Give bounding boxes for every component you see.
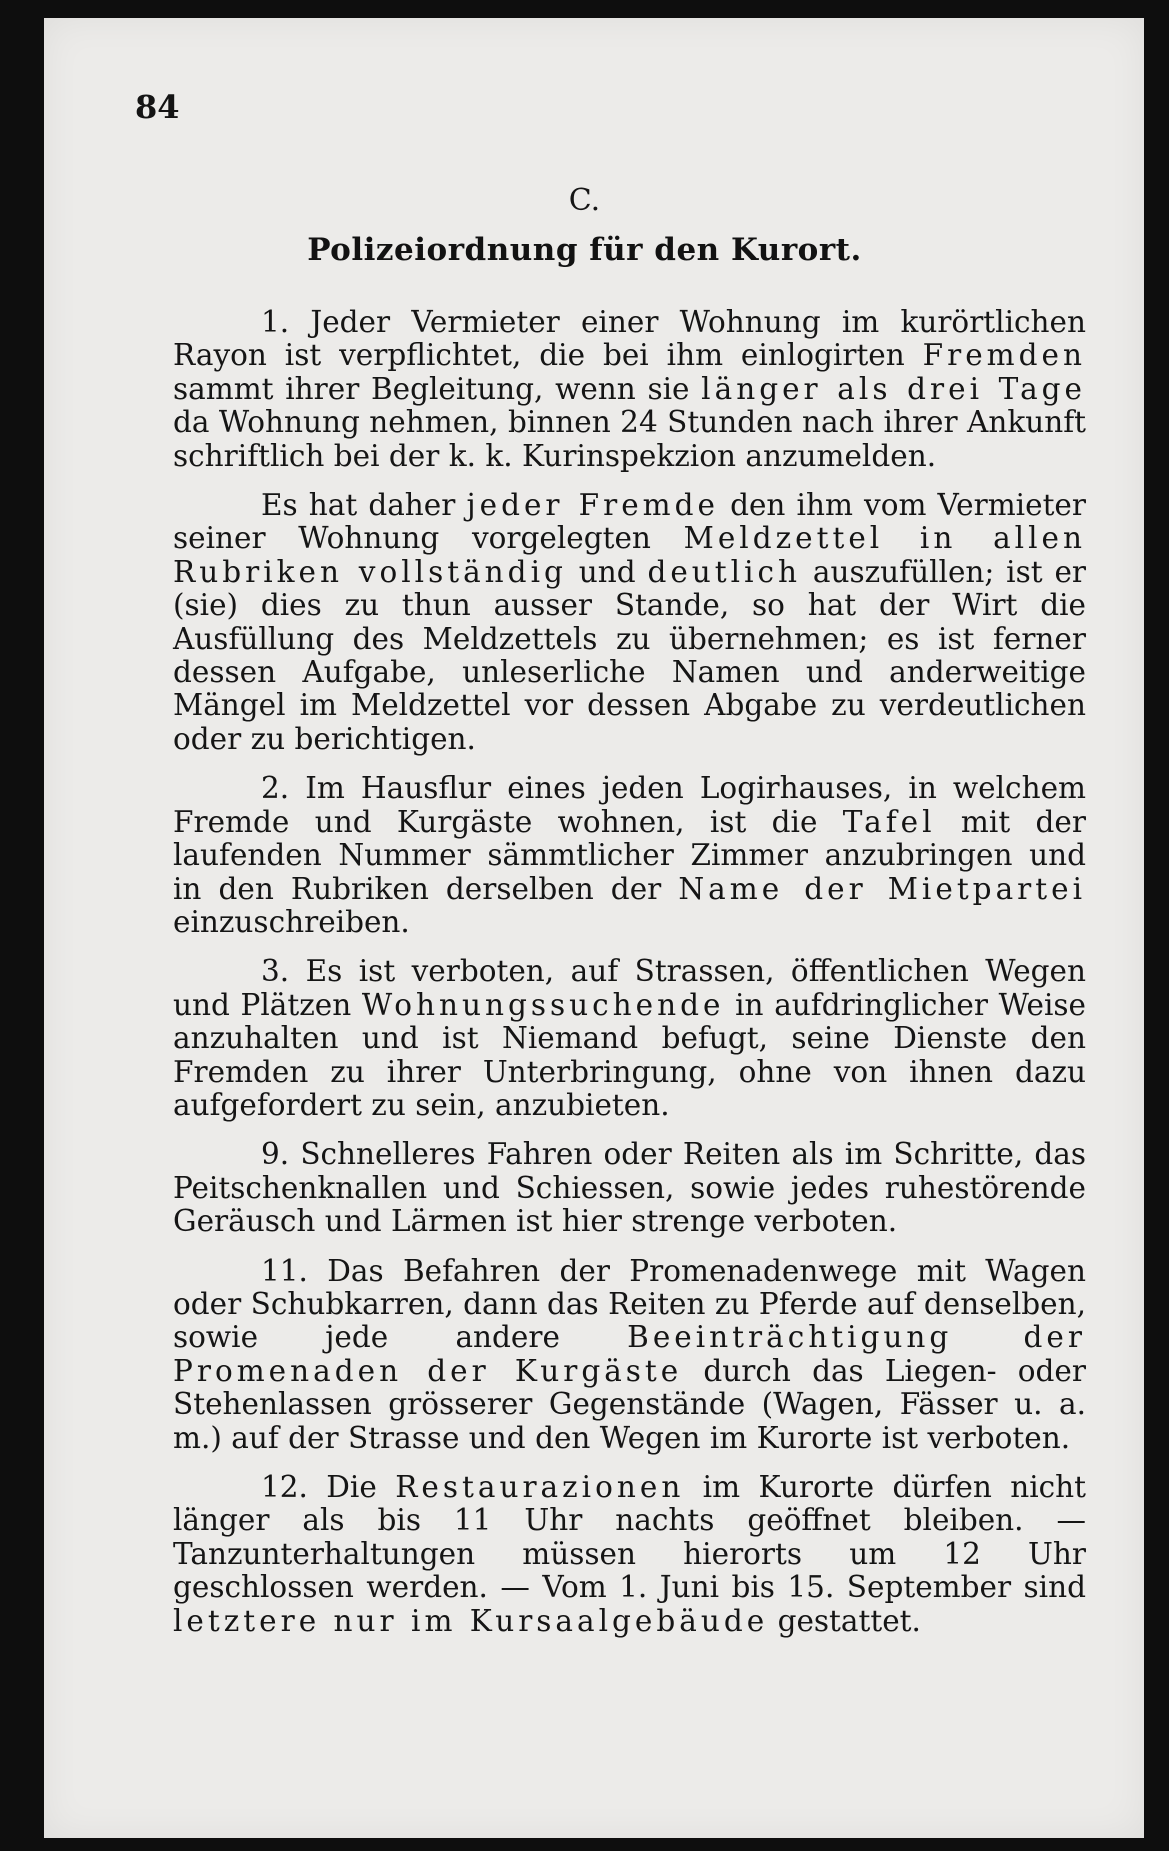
text-run: mit der laufenden Nummer sämmtlicher Zimmer anzubringen und in den Rubriken derselben der	[173, 804, 1086, 906]
emphasized-text: Beeinträchtigung der Promenaden der Kurgäste	[173, 1320, 1086, 1388]
emphasized-text: Restaurazionen	[395, 1470, 685, 1504]
text-run: sammt ihrer Begleitung, wenn sie	[173, 371, 702, 406]
text-run: 11. Das Befahren der Promenadenwege mit Wagen oder Schubkarren, dann das Reiten zu Pferde auf denselben, sowie jede andere	[173, 1253, 1086, 1355]
text-run: 3. Es ist verboten, auf Strassen, öffentlichen Wegen und Plätzen	[173, 954, 1086, 1022]
text-run: den ihm vom Vermieter seiner Wohnung vorgelegten	[173, 488, 1086, 556]
section-title: Polizeiordnung für den Kurort.	[307, 232, 862, 268]
section-letter: C.	[568, 183, 601, 218]
text-run: und	[566, 554, 648, 589]
text-run: 9. Schnelleres Fahren oder Reiten als im Schritte, das Peitschenknallen und Schiessen, sowie jedes ruhestörende Geräusch und Lärmen ist hier strenge verboten.	[173, 1137, 1086, 1239]
paragraph-2	[173, 772, 1086, 939]
emphasized-text: Meldzettel in allen Rubriken vollständig	[173, 521, 1086, 589]
emphasized-text: länger als drei Tage	[701, 371, 1086, 406]
text-run: 12. Die	[261, 1470, 396, 1504]
text-run: im Kurorte dürfen nicht länger als bis 11 Uhr nachts geöffnet bleiben. — Tanzunterhaltungen müssen hierorts um 12 Uhr geschlossen werden. — Vom 1. Juni bis 15. September sind	[173, 1470, 1086, 1605]
text-run: auszufüllen; ist er (sie) dies zu thun ausser Stande, so hat der Wirt die Ausfüllung des Meldzettels zu übernehmen; es ist ferner dessen Aufgabe, unleserliche Namen und anderweitige Mängel im Meldzettel vor dessen Abgabe zu verdeutlichen oder zu berichtigen.	[173, 554, 1087, 756]
text-run: da Wohnung nehmen, binnen 24 Stunden nach ihrer Ankunft schriftlich bei der k. k. Kurinspekzion anzumelden.	[173, 405, 1086, 473]
text-run: einzuschreiben.	[173, 904, 410, 939]
paragraph-1	[173, 306, 1086, 473]
paragraph-3	[173, 955, 1086, 1122]
regulation-text	[173, 306, 1086, 1638]
emphasized-text: Fremden	[922, 338, 1086, 373]
paragraph-11	[173, 1255, 1086, 1455]
text-run: 1. Jeder Vermieter einer Wohnung im kurörtlichen Rayon ist verpflichtet, die bei ihm einlogirten	[173, 305, 1086, 373]
text-run: 2. Im Hausflur eines jeden Logirhauses, in welchem Fremde und Kurgäste wohnen, ist die	[173, 771, 1086, 839]
text-run: gestattet.	[768, 1603, 921, 1638]
text-run: Es hat daher	[261, 488, 467, 523]
emphasized-text: letztere nur im Kursaalgebäude	[173, 1603, 769, 1638]
page-number: 84	[135, 88, 180, 126]
emphasized-text: deutlich	[647, 554, 802, 589]
paragraph-1-continued	[173, 489, 1086, 756]
emphasized-text: Tafel	[842, 804, 936, 839]
emphasized-text: jeder Fremde	[466, 488, 719, 523]
paragraph-9	[173, 1138, 1086, 1238]
emphasized-text: Name der Mietpartei	[678, 871, 1087, 906]
paragraph-12	[173, 1471, 1086, 1638]
text-run: in aufdringlicher Weise anzuhalten und ist Niemand befugt, seine Dienste den Fremden zu ihrer Unterbringung, ohne von ihnen dazu aufgefordert zu sein, anzubieten.	[173, 987, 1086, 1122]
text-run: durch das Liegen- oder Stehenlassen grösserer Gegenstände (Wagen, Fässer u. a. m.) auf der Strasse und den Wegen im Kurorte ist verboten.	[173, 1353, 1086, 1455]
emphasized-text: Wohnungssuchende	[361, 987, 725, 1022]
